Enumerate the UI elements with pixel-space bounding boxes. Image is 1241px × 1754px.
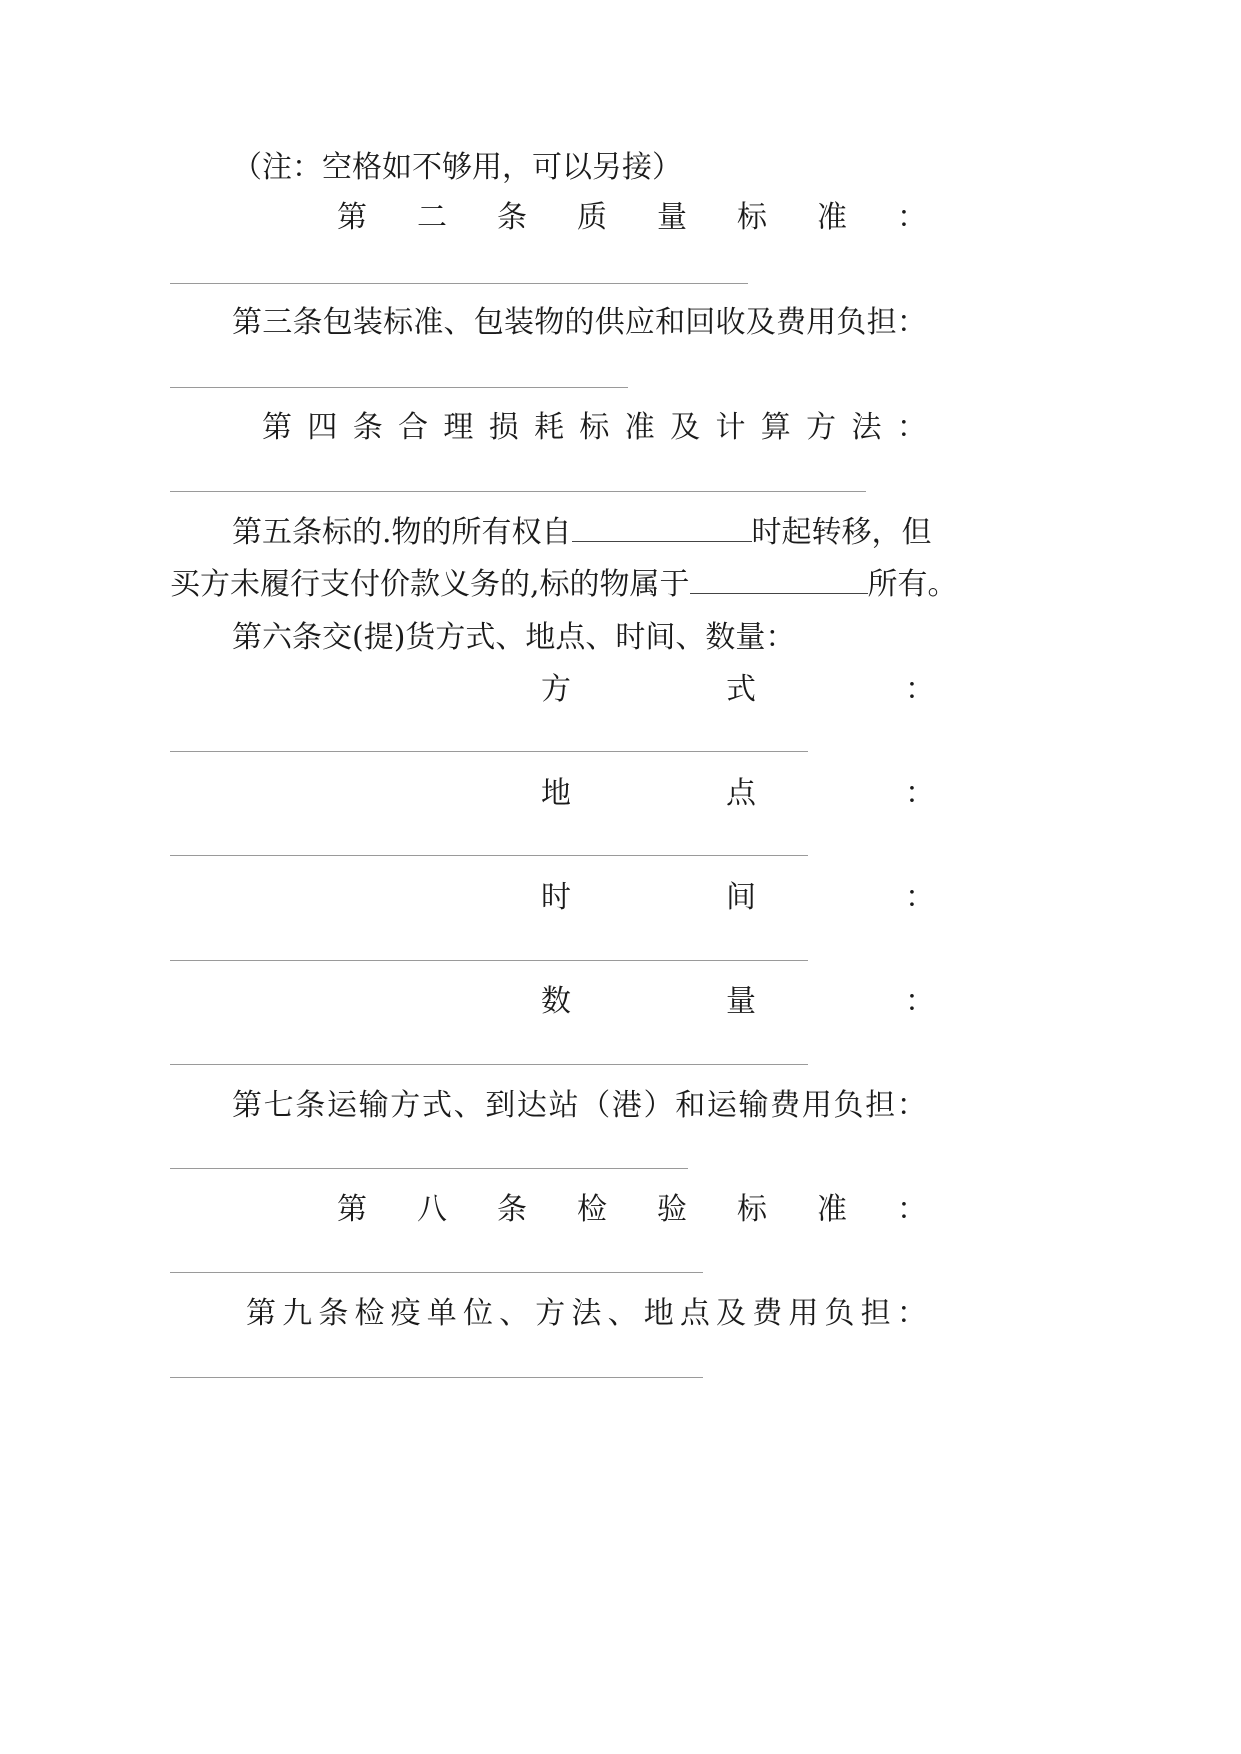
delivery-time-label-1: 时 [541, 880, 571, 915]
delivery-place-blank-line[interactable] [170, 855, 808, 856]
note-text: （注：空格如不够用，可以另接） [232, 150, 682, 185]
delivery-method-label-1: 方 [541, 672, 571, 707]
article-2-heading: 第 二 条 质 量 标 准 ： [337, 200, 927, 235]
delivery-method-blank-line[interactable] [170, 751, 808, 752]
delivery-place-label-2: 点 [726, 776, 756, 811]
delivery-time-label-2: 间 [726, 880, 756, 915]
delivery-quantity-label-2: 量 [726, 984, 756, 1019]
delivery-quantity-label-1: 数 [541, 984, 571, 1019]
article-5-line-2: 买方未履行支付价款义务的,标的物属于 所有。 [170, 567, 958, 602]
delivery-quantity-blank-line[interactable] [170, 1064, 808, 1065]
article-3-blank-line[interactable] [170, 387, 628, 388]
article-9-heading: 第 九 条 检 疫 单 位 、 方 法 、 地 点 及 费 用 负 担 ： [246, 1296, 927, 1331]
article-8-blank-line[interactable] [170, 1272, 703, 1273]
ownership-holder-blank[interactable] [690, 569, 868, 594]
article-2-blank-line[interactable] [170, 283, 748, 284]
article-7-blank-line[interactable] [170, 1168, 688, 1169]
delivery-method-label-2: 式 [726, 672, 756, 707]
article-9-blank-line[interactable] [170, 1377, 703, 1378]
ownership-transfer-blank[interactable] [572, 517, 752, 542]
article-8-heading: 第 八 条 检 验 标 准 ： [337, 1192, 927, 1227]
delivery-place-label-1: 地 [541, 776, 571, 811]
delivery-quantity-colon: ： [905, 984, 935, 1019]
article-7-heading: 第 七 条 运 输 方 式 、 到 达 站 （ 港 ） 和 运 输 费 用 负 担 ： [232, 1088, 927, 1123]
article-6-title: 第六条交(提)货方式、地点、时间、数量： [232, 620, 796, 655]
article-4-heading: 第 四 条 合 理 损 耗 标 准 及 计 算 方 法 ： [262, 410, 927, 445]
delivery-time-blank-line[interactable] [170, 960, 808, 961]
delivery-method-colon: ： [905, 672, 935, 707]
article-5-line-1: 第五条标的.物的所有权自 时起转移，但 [232, 515, 932, 550]
article-3-heading: 第 三 条 包 装 标 准 、 包 装 物 的 供 应 和 回 收 及 费 用 负 担 ： [232, 305, 927, 340]
delivery-place-colon: ： [905, 776, 935, 811]
article-4-blank-line[interactable] [170, 491, 866, 492]
delivery-time-colon: ： [905, 880, 935, 915]
